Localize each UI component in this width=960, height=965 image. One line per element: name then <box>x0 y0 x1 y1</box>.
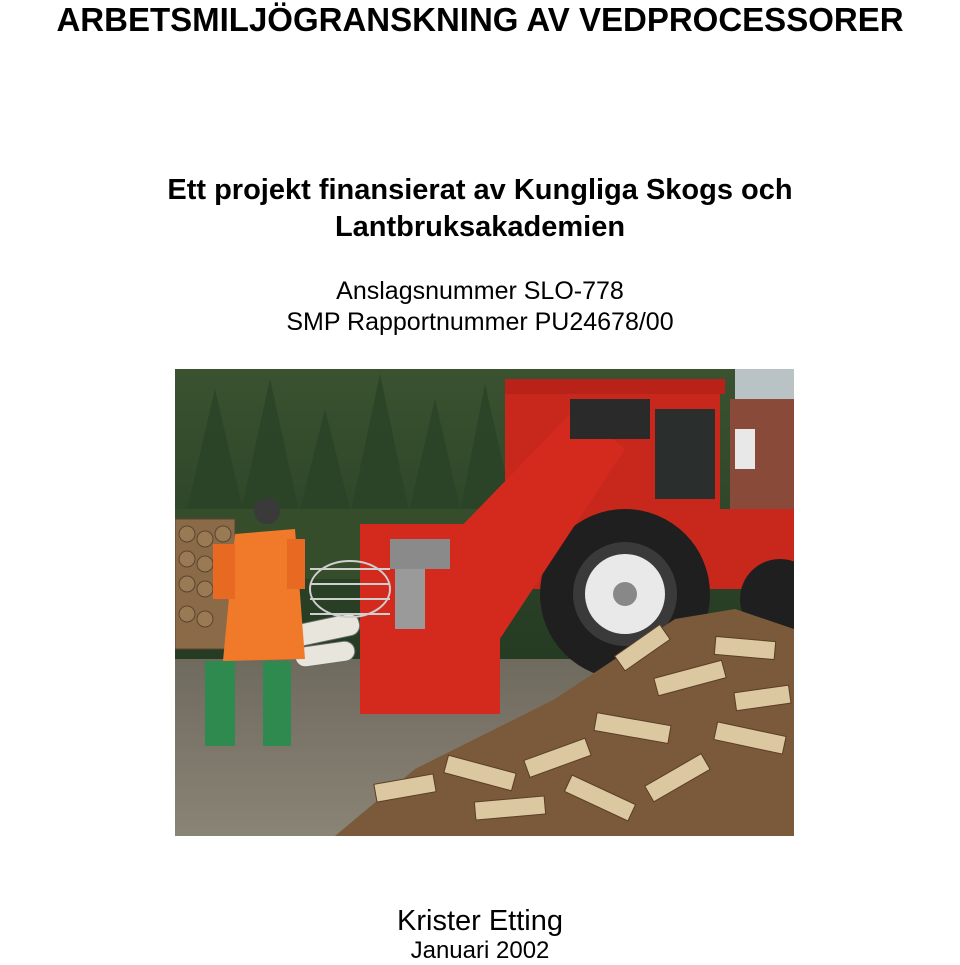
grant-info <box>0 276 960 338</box>
grant-number: Anslagsnummer SLO-778 <box>336 277 624 305</box>
funding-subtitle <box>0 172 960 246</box>
cover-photo-wood-processor <box>175 369 794 836</box>
subtitle-line-2: Lantbruksakademien <box>334 211 626 243</box>
report-title: ARBETSMILJÖGRANSKNING AV VEDPROCESSORER <box>56 1 904 38</box>
author-name: Krister Etting <box>397 905 563 937</box>
report-number: SMP Rapportnummer PU24678/00 <box>286 308 674 336</box>
publication-date: Januari 2002 <box>410 937 550 964</box>
subtitle-line-1: Ett projekt finansierat av Kungliga Skogs och <box>167 174 793 206</box>
